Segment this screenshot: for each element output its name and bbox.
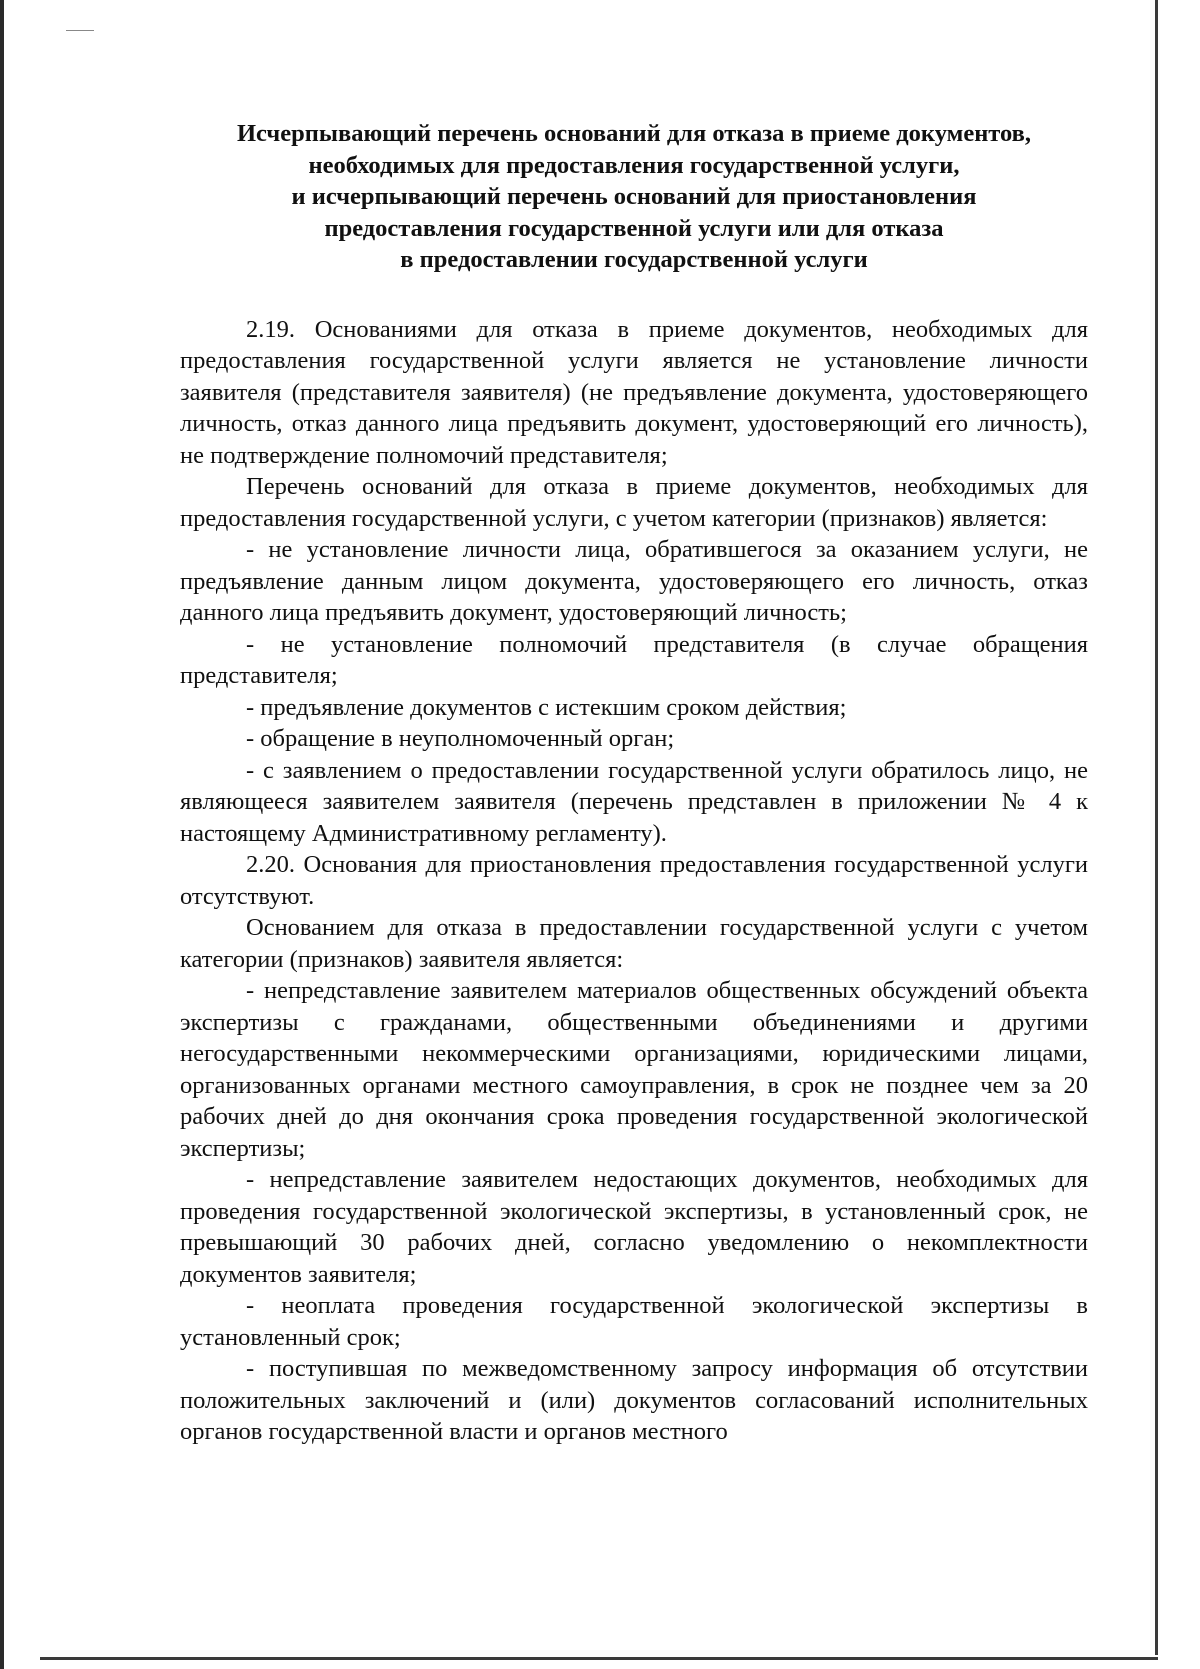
list-item: - непредставление заявителем недостающих документов, необходимых для проведения государственной экологической экспертизы, в установленный срок, не превышающий 30 рабочих дней, согласно уведомлению о некомплектности документов заявителя; (180, 1166, 1088, 1288)
list-item: - неоплата проведения государственной экологической экспертизы в установленный срок; (180, 1292, 1088, 1351)
scan-mark (66, 30, 94, 31)
list-item: - непредставление заявителем материалов общественных обсуждений объекта экспертизы с гражданами, общественными объединениями и другими негосударственными некоммерческими организациями, юридическими лицами, организованных органами местного самоуправления, в срок не позднее чем за 20 рабочих дней до дня окончания срока проведения государственной экологической экспертизы; (180, 977, 1088, 1162)
list-item: - предъявление документов с истекшим сроком действия; (246, 693, 847, 721)
scan-border-left (0, 0, 4, 1669)
heading-line: в предоставлении государственной услуги (400, 246, 868, 273)
list-item: - поступившая по межведомственному запросу информация об отсутствии положительных заключений и (или) документов согласований исполнительных органов государственной власти и органов местного (180, 1355, 1088, 1445)
heading-line: необходимых для предоставления государственной услуги, (308, 151, 960, 179)
section-heading (180, 118, 1088, 276)
paragraph-2-20: 2.20. Основания для приостановления предоставления государственной услуги отсутствуют. (180, 851, 1088, 910)
list-item: - не установление полномочий представителя (в случае обращения представителя; (180, 630, 1088, 689)
list-item: - обращение в неуполномоченный орган; (246, 725, 675, 752)
list-item: - с заявлением о предоставлении государственной услуги обратилось лицо, не являющееся заявителем заявителя (перечень представлен в приложении № 4 к настоящему Административному регламенту). (180, 756, 1088, 847)
heading-line: предоставления государственной услуги или для отказа (324, 214, 944, 242)
paragraph-denial-grounds-intro: Основанием для отказа в предоставлении государственной услуги с учетом категории (признаков) заявителя является: (180, 914, 1088, 973)
list-item: - не установление личности лица, обратившегося за оказанием услуги, не предъявление данным лицом документа, удостоверяющего его личность, отказ данного лица предъявить документ, удостоверяющий личность; (180, 536, 1088, 626)
paragraph-2-19: 2.19. Основаниями для отказа в приеме документов, необходимых для предоставления государственной услуги является не установление личности заявителя (представителя заявителя) (не предъявление документа, удостоверяющего личность, отказ данного лица предъявить документ, удостоверяющий его личность), не подтверждение полномочий представителя; (180, 315, 1088, 469)
scan-border-right (1155, 0, 1158, 1655)
document-page (180, 118, 1088, 1448)
scan-border-bottom (40, 1657, 1158, 1660)
paragraph-refusal-list-intro: Перечень оснований для отказа в приеме документов, необходимых для предоставления государственной услуги, с учетом категории (признаков) является: (180, 473, 1088, 532)
heading-line: и исчерпывающий перечень оснований для приостановления (291, 183, 977, 210)
heading-line: Исчерпывающий перечень оснований для отказа в приеме документов, (236, 120, 1032, 147)
